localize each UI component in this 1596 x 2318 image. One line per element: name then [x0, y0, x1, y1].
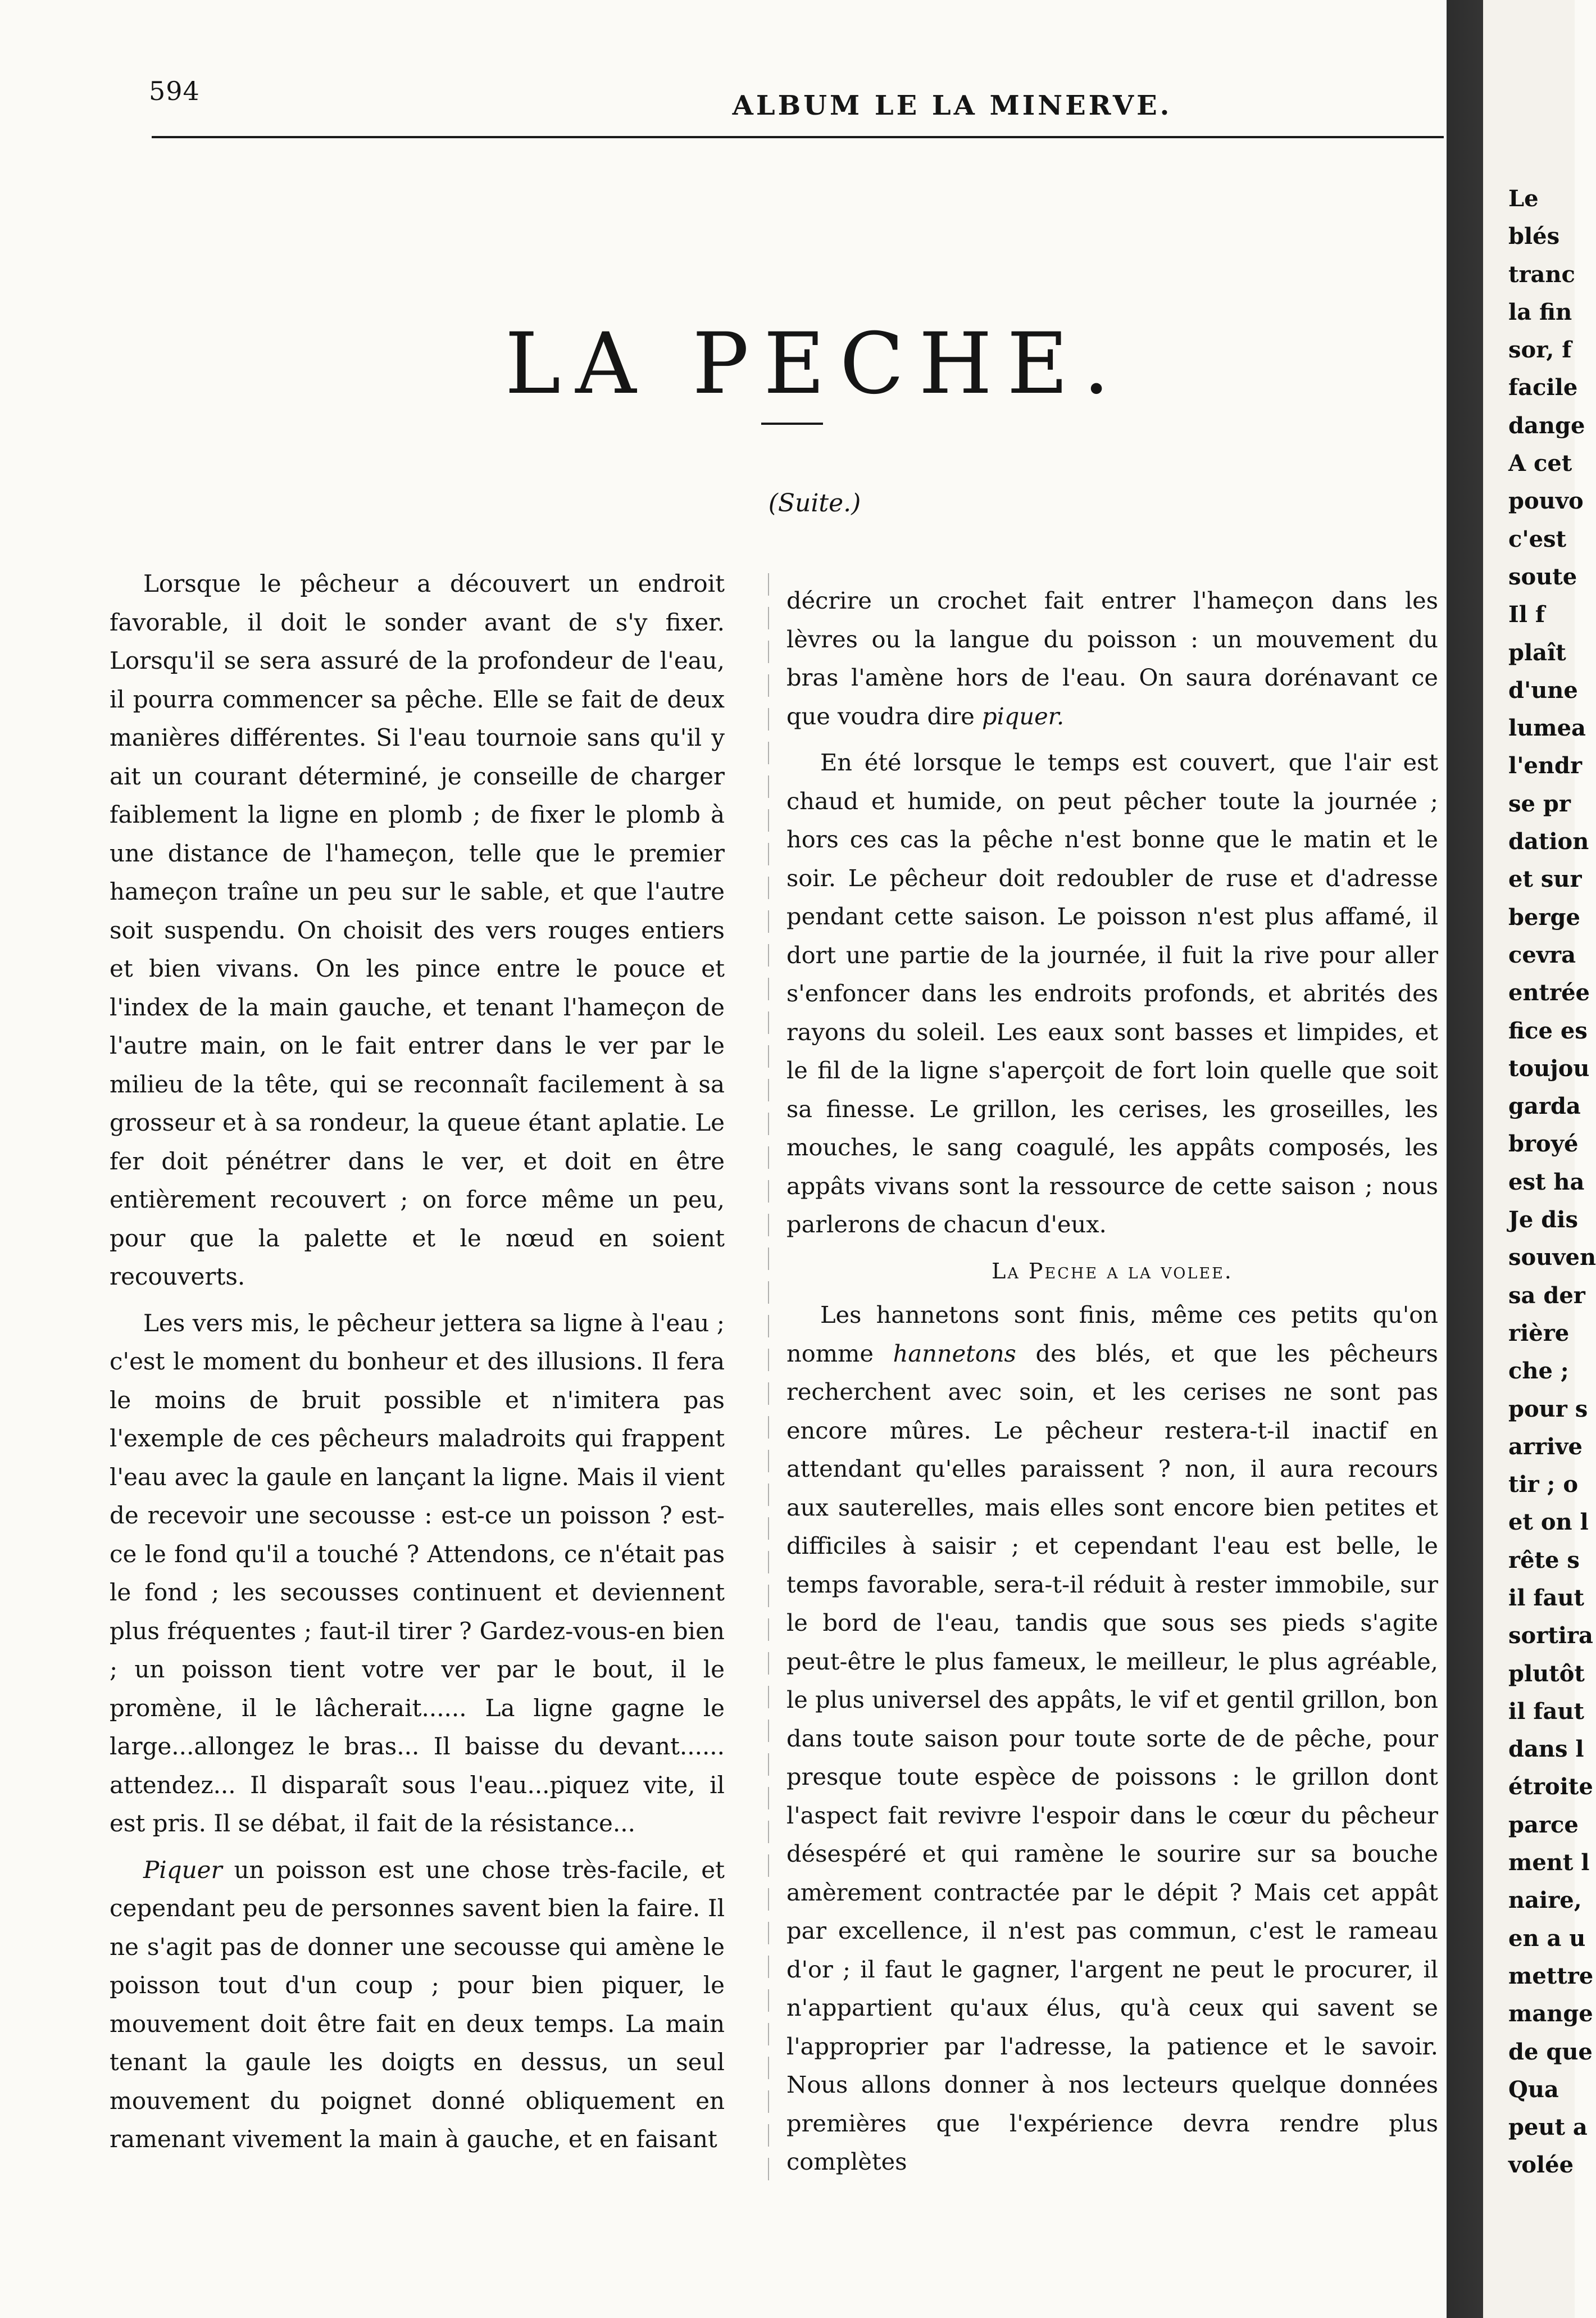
- fragment-line: lumea: [1508, 715, 1586, 742]
- fragment-line: parce: [1508, 1811, 1579, 1838]
- fragment-line: la fin: [1508, 298, 1572, 325]
- right-column: [786, 582, 1438, 2189]
- fragment-line: en a u: [1508, 1925, 1586, 1952]
- fragment-line: de que: [1508, 2038, 1593, 2065]
- paragraph-text: décrire un crochet fait entrer l'hameçon dans les lèvres ou la langue du poisson : un mouvement du bras l'amène hors de l'eau. On saura dorénavant ce que voudra dire: [786, 587, 1438, 730]
- fragment-line: blés: [1508, 223, 1560, 250]
- fragment-line: pouvo: [1508, 488, 1584, 515]
- adjacent-page-strip: [1483, 0, 1596, 2318]
- fragment-line: il faut: [1508, 1584, 1584, 1611]
- fragment-line: A cet: [1508, 450, 1572, 477]
- fragment-line: tir ; o: [1508, 1471, 1579, 1498]
- fragment-line: rière: [1508, 1319, 1570, 1346]
- emphasis-word: hannetons: [893, 1339, 1016, 1367]
- fragment-line: dange: [1508, 412, 1585, 439]
- fragment-line: dation: [1508, 828, 1589, 855]
- fragment-line: garda: [1508, 1093, 1581, 1120]
- fragment-line: peut a: [1508, 2114, 1588, 2141]
- fragment-line: entrée: [1508, 979, 1590, 1006]
- emphasis-word: piquer.: [981, 702, 1065, 730]
- paragraph: En été lorsque le temps est couvert, que l'air est chaud et humide, on peut pêcher toute la journée ; hors ces cas la pêche n'est bonne que le matin et le soir. Le pêcheur doit redoubler de ruse et d'adresse pendant cette saison. Le poisson n'est plus affamé, il dort une partie de la journée, il fuit la rive pour aller s'enfoncer dans les endroits profonds, et abrités des rayons du soleil. Les eaux sont basses et limpides, et le fil de la ligne s'aperçoit de fort loin quelle que soit sa finesse. Le grillon, les cerises, les groseilles, les mouches, le sang coagulé, les appâts composés, les appâts vivans sont la ressource de cette saison ; nous parlerons de chacun d'eux.: [786, 749, 1438, 1238]
- fragment-line: tranc: [1508, 261, 1575, 288]
- page-number: 594: [149, 76, 200, 106]
- fragment-line: che ;: [1508, 1358, 1569, 1385]
- column-divider: [768, 573, 769, 2186]
- article-title: LA PECHE.: [504, 315, 1125, 413]
- fragment-line: cevra: [1508, 941, 1576, 968]
- fragment-line: broyé: [1508, 1131, 1579, 1158]
- left-column: [110, 565, 725, 2167]
- fragment-line: Je dis: [1508, 1206, 1578, 1233]
- fragment-line: ment l: [1508, 1849, 1590, 1876]
- fragment-line: naire,: [1508, 1887, 1582, 1914]
- fragment-line: berge: [1508, 904, 1580, 931]
- fragment-line: il faut: [1508, 1698, 1584, 1725]
- fragment-line: est ha: [1508, 1168, 1585, 1195]
- fragment-line: se pr: [1508, 790, 1571, 817]
- fragment-line: et on l: [1508, 1509, 1589, 1536]
- fragment-line: c'est: [1508, 525, 1567, 552]
- paragraph: Les vers mis, le pêcheur jettera sa ligne à l'eau ; c'est le moment du bonheur et des illusions. Il fera le moins de bruit possible et n'imitera pas l'exemple de ces pêcheurs maladroits qui frappent l'eau avec la gaule en lançant la ligne. Mais il vient de recevoir une secousse : est-ce un poisson ? est-ce le fond qu'il a touché ? Attendons, ce n'était pas le fond ; les secousses continuent et deviennent plus fréquentes ; faut-il tirer ? Gardez-vous-en bien ; un poisson tient votre ver par le bout, il le promène, il le lâcherait...... La ligne gagne le large...allongez le bras... Il baisse du devant...... attendez... Il disparaît sous l'eau...piquez vite, il est pris. Il se débat, il fait de la résistance...: [110, 1309, 725, 1837]
- paragraph-text: un poisson est une chose très-facile, et cependant peu de personnes savent bien la faire. Il ne s'agit pas de donner une secousse qui amène le poisson tout d'un coup ; pour bien piquer, le mouvement doit être fait en deux temps. La main tenant la gaule les doigts en dessus, un seul mouvement du poignet donné obliquement en ramenant vivement la main à gauche, et en faisant: [110, 1856, 725, 2153]
- fragment-line: étroite: [1508, 1773, 1593, 1800]
- fragment-line: toujou: [1508, 1055, 1590, 1082]
- fragment-line: fice es: [1508, 1017, 1588, 1044]
- paragraph-text: Les hannetons sont finis, même ces petits qu'on nomme: [786, 1301, 1438, 1367]
- fragment-line: l'endr: [1508, 752, 1583, 779]
- fragment-line: Le: [1508, 185, 1539, 212]
- fragment-line: arrive: [1508, 1433, 1583, 1460]
- fragment-line: d'une: [1508, 677, 1578, 704]
- paragraph: Lorsque le pêcheur a découvert un endroit favorable, il doit le sonder avant de s'y fixer. Lorsqu'il se sera assuré de la profondeur de l'eau, il pourra commencer sa pêche. Elle se fait de deux manières différentes. Si l'eau tournoie sans qu'il y ait un courant déterminé, je conseille de charger faiblement la ligne en plomb ; de fixer le plomb à une distance de l'hameçon, telle que le premier hameçon traîne un peu sur le sable, et que l'autre soit suspendu. On choisit des vers rouges entiers et bien vivans. On les pince entre le pouce et l'index de la main gauche, et tenant l'hameçon de l'autre main, on le fait entrer dans le ver par le milieu de la tête, qui se reconnaît facilement à sa grosseur et à sa rondeur, la queue étant aplatie. Le fer doit pénétrer dans le ver, et doit en être entièrement recouvert ; on force même un peu, pour que la palette et le nœud en soient recouverts.: [110, 570, 725, 1290]
- fragment-line: sa der: [1508, 1282, 1585, 1309]
- fragment-line: pour s: [1508, 1395, 1588, 1422]
- fragment-line: facile: [1508, 374, 1578, 401]
- continued-label: (Suite.): [768, 489, 861, 518]
- fragment-line: mange: [1508, 2001, 1593, 2027]
- journal-title: ALBUM LE LA MINERVE.: [732, 90, 1172, 121]
- fragment-line: volée: [1508, 2152, 1574, 2179]
- fragment-line: sortira: [1508, 1622, 1593, 1649]
- paragraph-text: des blés, et que les pêcheurs recherchent avec soin, et les cerises ne sont pas encore mûres. Le pêcheur restera-t-il inactif en attendant qu'elles paraissent ? non, il aura recours aux sauterelles, mais elles sont encore bien petites et difficiles à saisir ; et cependant l'eau est belle, le temps favorable, sera-t-il réduit à rester immobile, sur le bord de l'eau, tandis que sous ses pieds s'agite peut-être le plus fameux, le meilleur, le plus agréable, le plus universel des appâts, le vif et gentil grillon, bon dans toute saison pour toute sorte de de pêche, pour presque toute espèce de poissons : le grillon dont l'aspect fait revivre l'espoir dans le cœur du pêcheur désespéré et qui ramène le sourire sur sa bouche amèrement contractée par le dépit ? Mais cet appât par excellence, il n'est pas commun, c'est le rameau d'or ; il faut le gagner, l'argent ne peut le procurer, il n'appartient qu'aux élus, qu'à ceux qui savent se l'approprier par l'adresse, la patience et le savoir. Nous allons donner à nos lecteurs quelque données premières que l'expérience devra rendre plus complètes: [786, 1339, 1438, 2175]
- adjacent-page-fragments: [1483, 180, 1596, 2184]
- fragment-line: plaît: [1508, 639, 1566, 666]
- paragraph: [110, 1851, 725, 2159]
- paragraph: [786, 1296, 1438, 2181]
- fragment-line: et sur: [1508, 866, 1582, 893]
- fragment-line: souven: [1508, 1244, 1596, 1271]
- fragment-line: sor, f: [1508, 337, 1572, 364]
- fragment-line: mettre: [1508, 1962, 1594, 1989]
- fragment-line: Qua: [1508, 2076, 1559, 2103]
- fragment-line: dans l: [1508, 1736, 1584, 1763]
- paragraph: [786, 582, 1438, 736]
- fragment-line: soute: [1508, 563, 1577, 590]
- fragment-line: Il f: [1508, 601, 1545, 628]
- fragment-line: rête s: [1508, 1546, 1580, 1573]
- emphasis-word: Piquer: [143, 1856, 222, 1884]
- header-rule: [152, 136, 1444, 138]
- running-head: [149, 67, 1447, 129]
- section-heading: La Peche a la volee.: [992, 1258, 1233, 1283]
- title-rule: [761, 423, 823, 425]
- fragment-line: plutôt: [1508, 1660, 1585, 1687]
